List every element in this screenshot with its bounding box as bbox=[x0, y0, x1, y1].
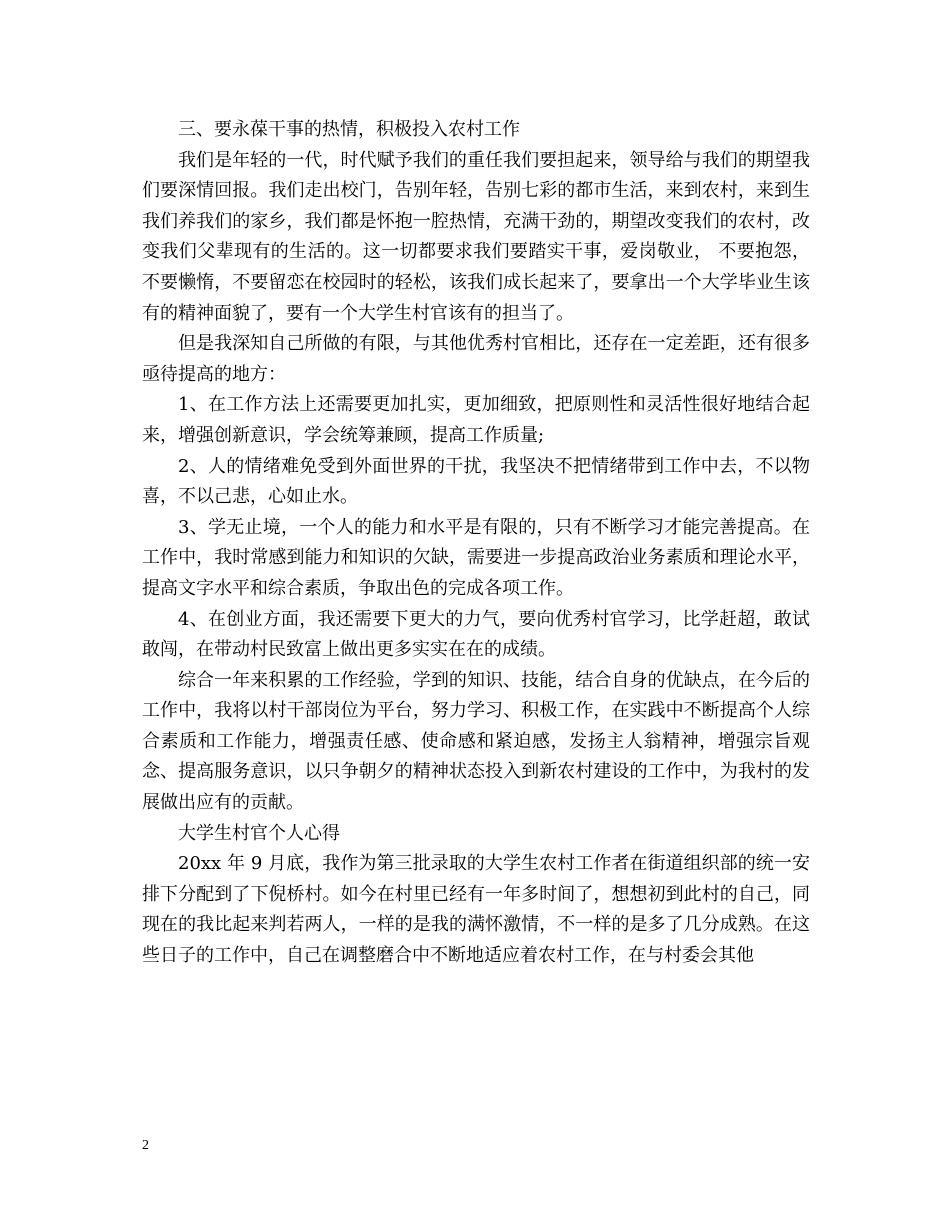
list-item: 3、学无止境，一个人的能力和水平是有限的，只有不断学习才能完善提高。在工作中，我时常感到能力和知识的欠缺，需要进一步提高政治业务素质和理论水平，提高文字水平和综合素质，争取出色的完成各项工作。 bbox=[142, 516, 810, 599]
paragraph: 综合一年来积累的工作经验，学到的知识、技能，结合自身的优缺点，在今后的工作中，我将以村干部岗位为平台，努力学习、积极工作，在实践中不断提高个人综合素质和工作能力，增强责任感、使命感和紧迫感，发扬主人翁精神，增强宗旨观念、提高服务意识，以只争朝夕的精神状态投入到新农村建设的工作中，为我村的发展做出应有的贡献。 bbox=[142, 669, 810, 814]
paragraph: 我们是年轻的一代，时代赋予我们的重任我们要担起来，领导给与我们的期望我们要深情回报。我们走出校门，告别年轻，告别七彩的都市生活，来到农村，来到生我们养我们的家乡，我们都是怀抱一腔热情，充满干劲的，期望改变我们的农村，改变我们父辈现有的生活的。这一切都要求我们要踏实干事，爱岗敬业， 不要抱怨，不要懒惰，不要留恋在校园时的轻松，该我们成长起来了，要拿出一个大学毕业生该有的精神面貌了，要有一个大学生村官该有的担当了。 bbox=[142, 149, 810, 324]
page-number: 2 bbox=[142, 1138, 149, 1153]
paragraph: 20xx 年 9 月底，我作为第三批录取的大学生农村工作者在街道组织部的统一安排下分配到了下倪桥村。如今在村里已经有一年多时间了，想想初到此村的自己，同现在的我比起来判若两人，一样的是我的满怀激情，不一样的是多了几分成熟。在这些日子的工作中，自己在调整磨合中不断地适应着农村工作，在与村委会其他 bbox=[142, 853, 810, 967]
list-item: 2、人的情绪难免受到外面世界的干扰，我坚决不把情绪带到工作中去，不以物喜，不以己悲，心如止水。 bbox=[142, 455, 810, 508]
section-heading: 三、要永葆干事的热情，积极投入农村工作 bbox=[178, 119, 520, 140]
section-heading: 大学生村官个人心得 bbox=[178, 822, 340, 844]
paragraph: 但是我深知自己所做的有限，与其他优秀村官相比，还存在一定差距，还有很多亟待提高的地方： bbox=[142, 333, 810, 385]
list-item: 4、在创业方面，我还需要下更大的力气，要向优秀村官学习，比学赶超，敢试敢闯，在带动村民致富上做出更多实实在在的成绩。 bbox=[142, 608, 810, 661]
document-body bbox=[142, 115, 810, 972]
list-item: 1、在工作方法上还需要更加扎实，更加细致，把原则性和灵活性很好地结合起来，增强创新意识，学会统筹兼顾，提高工作质量; bbox=[142, 394, 810, 446]
